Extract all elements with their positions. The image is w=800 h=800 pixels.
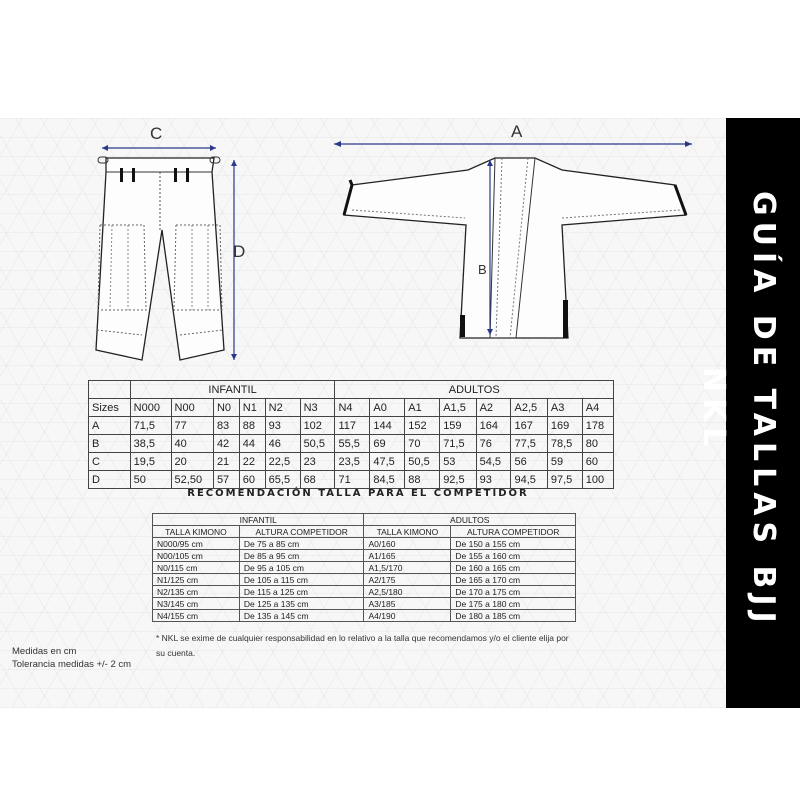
table-cell: 71,5 <box>440 435 476 453</box>
table-cell: A2,5/180 <box>364 586 451 598</box>
table-cell: D <box>89 471 131 489</box>
table-cell: 77,5 <box>511 435 547 453</box>
table-cell: 76 <box>476 435 511 453</box>
table-cell: 57 <box>213 471 239 489</box>
table-cell: De 125 a 135 cm <box>239 598 364 610</box>
table-cell: 23 <box>300 453 335 471</box>
table-cell: 144 <box>370 417 405 435</box>
table-cell: N2/135 cm <box>153 586 240 598</box>
tolerance-line: Tolerancia medidas +/- 2 cm <box>12 659 132 670</box>
table-row <box>153 538 576 550</box>
table-cell: A1 <box>405 399 440 417</box>
table-cell: A4/190 <box>364 610 451 622</box>
units-note <box>12 645 131 671</box>
table-cell: De 95 a 105 cm <box>239 562 364 574</box>
table-cell: 53 <box>440 453 476 471</box>
table-cell: 164 <box>476 417 511 435</box>
size-table-group-adultos: ADULTOS <box>335 381 614 399</box>
table-cell: 92,5 <box>440 471 476 489</box>
table-cell: 47,5 <box>370 453 405 471</box>
table-cell: 70 <box>405 435 440 453</box>
table-cell: De 165 a 170 cm <box>451 574 576 586</box>
table-cell: 77 <box>171 417 213 435</box>
table-cell: N0/115 cm <box>153 562 240 574</box>
table-cell: ALTURA COMPETIDOR <box>239 526 364 538</box>
table-cell: Sizes <box>89 399 131 417</box>
table-cell: 97,5 <box>547 471 582 489</box>
table-cell: 60 <box>239 471 265 489</box>
rec-table-group-row <box>153 514 576 526</box>
table-cell: A0 <box>370 399 405 417</box>
disclaimer-note: * NKL se exime de cualquier responsabilidad en lo relativo a la talla que recomendamos y/o el cliente elija por su cuenta. <box>156 633 569 658</box>
table-cell: De 85 a 95 cm <box>239 550 364 562</box>
table-cell: 60 <box>582 453 613 471</box>
table-cell: 78,5 <box>547 435 582 453</box>
table-cell: 93 <box>265 417 300 435</box>
table-row <box>153 550 576 562</box>
table-cell: A4 <box>582 399 613 417</box>
rec-table-group-adultos: ADULTOS <box>364 514 576 526</box>
table-cell: TALLA KIMONO <box>153 526 240 538</box>
table-cell: 88 <box>239 417 265 435</box>
table-cell: A2,5 <box>511 399 547 417</box>
table-cell: De 150 a 155 cm <box>451 538 576 550</box>
table-cell: 69 <box>370 435 405 453</box>
table-row <box>153 586 576 598</box>
table-cell: A1/165 <box>364 550 451 562</box>
dimension-label-d: D <box>233 242 246 261</box>
units-line: Medidas en cm <box>12 646 77 657</box>
table-cell: 21 <box>213 453 239 471</box>
page-title: GUÍA DE TALLAS BJJ NKL <box>696 191 781 629</box>
table-cell: A2/175 <box>364 574 451 586</box>
table-cell: N000 <box>130 399 171 417</box>
table-cell: De 155 a 160 cm <box>451 550 576 562</box>
table-row <box>89 417 614 435</box>
table-cell: 20 <box>171 453 213 471</box>
table-cell: 100 <box>582 471 613 489</box>
table-cell: 93 <box>476 471 511 489</box>
table-cell: 22 <box>239 453 265 471</box>
table-row <box>153 610 576 622</box>
dimension-label-c: C <box>150 124 163 143</box>
table-cell: 22,5 <box>265 453 300 471</box>
table-cell: 71,5 <box>130 417 171 435</box>
dimension-label-a: A <box>511 122 523 141</box>
table-cell: N4/155 cm <box>153 610 240 622</box>
table-cell: N3/145 cm <box>153 598 240 610</box>
table-cell: De 170 a 175 cm <box>451 586 576 598</box>
table-cell: 50,5 <box>300 435 335 453</box>
size-table-header-row <box>89 399 614 417</box>
table-cell: A0/160 <box>364 538 451 550</box>
table-row <box>153 598 576 610</box>
table-cell: N4 <box>335 399 370 417</box>
table-cell: ALTURA COMPETIDOR <box>451 526 576 538</box>
table-cell: 102 <box>300 417 335 435</box>
table-cell: N000/95 cm <box>153 538 240 550</box>
table-cell: N00/105 cm <box>153 550 240 562</box>
table-row <box>89 471 614 489</box>
pants-drawing <box>84 140 254 370</box>
size-table-empty-cell <box>89 381 131 399</box>
table-cell: De 105 a 115 cm <box>239 574 364 586</box>
table-cell: 117 <box>335 417 370 435</box>
table-cell: De 175 a 180 cm <box>451 598 576 610</box>
table-row <box>153 574 576 586</box>
table-cell: 167 <box>511 417 547 435</box>
recommendation-table <box>152 513 576 622</box>
table-cell: De 135 a 145 cm <box>239 610 364 622</box>
table-cell: 50 <box>130 471 171 489</box>
table-cell: C <box>89 453 131 471</box>
table-cell: 38,5 <box>130 435 171 453</box>
table-cell: 83 <box>213 417 239 435</box>
dimension-label-b: B <box>478 262 487 277</box>
size-table-group-infantil: INFANTIL <box>130 381 335 399</box>
table-row <box>89 453 614 471</box>
table-cell: De 180 a 185 cm <box>451 610 576 622</box>
table-cell: 159 <box>440 417 476 435</box>
table-cell: 40 <box>171 435 213 453</box>
table-cell: A1,5/170 <box>364 562 451 574</box>
table-cell: 59 <box>547 453 582 471</box>
table-cell: A3/185 <box>364 598 451 610</box>
table-cell: N2 <box>265 399 300 417</box>
table-cell: 84,5 <box>370 471 405 489</box>
table-cell: 54,5 <box>476 453 511 471</box>
table-cell: A1,5 <box>440 399 476 417</box>
table-cell: De 75 a 85 cm <box>239 538 364 550</box>
table-cell: 71 <box>335 471 370 489</box>
table-cell: N00 <box>171 399 213 417</box>
table-cell: 68 <box>300 471 335 489</box>
table-cell: TALLA KIMONO <box>364 526 451 538</box>
table-cell: 42 <box>213 435 239 453</box>
table-cell: De 115 a 125 cm <box>239 586 364 598</box>
table-row <box>89 435 614 453</box>
table-cell: 44 <box>239 435 265 453</box>
table-cell: 152 <box>405 417 440 435</box>
table-cell: 178 <box>582 417 613 435</box>
table-cell: N0 <box>213 399 239 417</box>
size-table <box>88 380 614 489</box>
table-cell: 56 <box>511 453 547 471</box>
jacket-drawing <box>330 130 700 350</box>
table-cell: A <box>89 417 131 435</box>
table-cell: N3 <box>300 399 335 417</box>
size-table-group-row <box>89 381 614 399</box>
table-cell: 50,5 <box>405 453 440 471</box>
table-cell: 65,5 <box>265 471 300 489</box>
table-cell: 55,5 <box>335 435 370 453</box>
table-cell: N1/125 cm <box>153 574 240 586</box>
rec-table-group-infantil: INFANTIL <box>153 514 364 526</box>
table-cell: 52,50 <box>171 471 213 489</box>
table-cell: De 160 a 165 cm <box>451 562 576 574</box>
table-cell: 19,5 <box>130 453 171 471</box>
recommendation-title: RECOMENDACIÓN TALLA PARA EL COMPETIDOR <box>187 488 529 499</box>
table-cell: B <box>89 435 131 453</box>
table-cell: N1 <box>239 399 265 417</box>
table-row <box>153 562 576 574</box>
table-cell: 88 <box>405 471 440 489</box>
table-cell: 23,5 <box>335 453 370 471</box>
table-cell: 46 <box>265 435 300 453</box>
table-cell: A2 <box>476 399 511 417</box>
table-cell: 80 <box>582 435 613 453</box>
table-cell: 94,5 <box>511 471 547 489</box>
table-cell: 169 <box>547 417 582 435</box>
table-cell: A3 <box>547 399 582 417</box>
rec-table-header-row <box>153 526 576 538</box>
